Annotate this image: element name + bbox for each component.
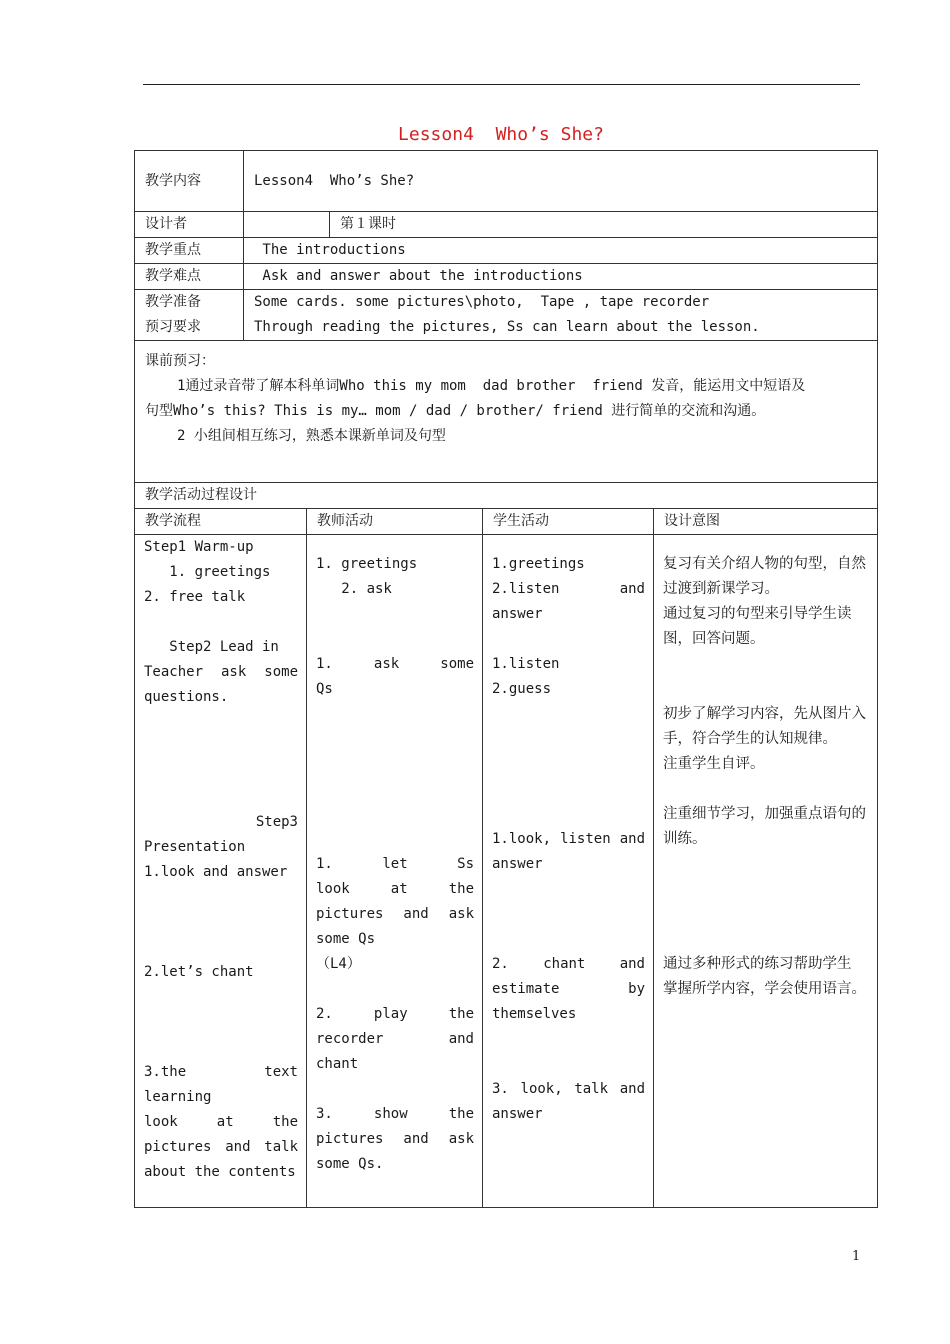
- student-cell: [483, 535, 654, 1208]
- teacher-line: some Qs: [316, 931, 376, 947]
- prep-label-cell: [135, 290, 244, 341]
- teacher-line: （L4）: [316, 956, 361, 972]
- flow-line: about the contents: [144, 1164, 296, 1180]
- student-line: answer: [492, 606, 543, 622]
- flow-line: Step1 Warm-up: [144, 539, 254, 555]
- intent-line: 图，回答问题。: [663, 631, 765, 647]
- content-label-cell: [135, 151, 244, 212]
- preview-item-2: 2 小组间相互练习，熟悉本课新单词及句型: [177, 428, 446, 444]
- intent-line: 注重细节学习，加强重点语句的: [663, 806, 866, 822]
- content-value-cell: [244, 151, 878, 212]
- student-line: estimate by: [492, 981, 645, 997]
- preview-item-1-line-2: 句型Who’s this? This is my… mom / dad / brother/ friend 进行简单的交流和沟通。: [145, 403, 766, 419]
- flow-line: Step2 Lead in: [144, 639, 279, 655]
- student-line: 2. chant and: [492, 956, 645, 972]
- key-value: The introductions: [254, 242, 406, 258]
- student-line: 2.listen and: [492, 581, 645, 597]
- preview-label: 预习要求: [145, 319, 201, 335]
- preview-value: Through reading the pictures, Ss can learn about the lesson.: [254, 319, 760, 335]
- teacher-line: 1. let Ss: [316, 856, 474, 872]
- teacher-line: some Qs.: [316, 1156, 384, 1172]
- teacher-line: 1. ask some: [316, 656, 474, 672]
- page-number: 1: [852, 1249, 861, 1264]
- flow-line: 1. greetings: [144, 564, 271, 580]
- flow-line: learning: [144, 1089, 212, 1105]
- header-flow: 教学流程: [145, 513, 201, 529]
- student-line: themselves: [492, 1006, 577, 1022]
- student-line: 1.greetings: [492, 556, 585, 572]
- period: 第１课时: [340, 216, 396, 232]
- student-line: 2.guess: [492, 681, 552, 697]
- intent-line: 通过复习的句型来引导学生读: [663, 606, 852, 622]
- designer-label-cell: [135, 212, 244, 238]
- intent-cell: [654, 535, 878, 1208]
- teacher-line: chant: [316, 1056, 359, 1072]
- process-heading: 教学活动过程设计: [145, 487, 257, 503]
- prep-value: Some cards. some pictures\photo, Tape , tape recorder: [254, 294, 710, 310]
- difficulty-label: 教学难点: [145, 268, 201, 284]
- key-label-cell: [135, 238, 244, 264]
- flow-line: Teacher ask some: [144, 664, 298, 680]
- intent-line: 初步了解学习内容，先从图片入: [663, 706, 866, 722]
- flow-line: Step3: [255, 814, 298, 830]
- teacher-line: 2. ask: [316, 581, 392, 597]
- key-label: 教学重点: [145, 242, 201, 258]
- difficulty-value: Ask and answer about the introductions: [254, 268, 583, 284]
- flow-line: 3.the text: [144, 1064, 298, 1080]
- prep-value-cell: [244, 290, 878, 341]
- teacher-line: Qs: [316, 681, 333, 697]
- designer-value: [244, 216, 254, 232]
- header-flow-cell: [135, 509, 307, 535]
- flow-cell: [135, 535, 307, 1208]
- prep-label: 教学准备: [145, 294, 201, 310]
- header-intent: 设计意图: [664, 513, 720, 529]
- flow-line: pictures and talk: [144, 1139, 298, 1155]
- content-label: 教学内容: [145, 172, 201, 189]
- lesson-plan-table: [134, 150, 878, 1208]
- intent-line: 手，符合学生的认知规律。: [663, 731, 837, 747]
- preview-heading: 课前预习：: [145, 353, 215, 369]
- teacher-cell: [307, 535, 483, 1208]
- student-line: answer: [492, 856, 543, 872]
- intent-line: 注重学生自评。: [663, 756, 765, 772]
- period-cell: [330, 212, 878, 238]
- designer-label: 设计者: [145, 216, 187, 232]
- preview-section: [135, 341, 878, 483]
- difficulty-value-cell: [244, 264, 878, 290]
- intent-line: 复习有关介绍人物的句型，自然: [663, 556, 866, 572]
- key-value-cell: [244, 238, 878, 264]
- preview-item-1-line-1: 1通过录音带了解本科单词Who this my mom dad brother friend 发音，能运用文中短语及: [177, 378, 806, 394]
- student-line: 1.listen: [492, 656, 560, 672]
- teacher-line: 2. play the: [316, 1006, 474, 1022]
- header-rule: [143, 84, 860, 85]
- designer-value-cell: [244, 212, 330, 238]
- page-title: Lesson4 Who’s She?: [398, 124, 604, 145]
- intent-line: 训练。: [663, 831, 707, 847]
- header-intent-cell: [654, 509, 878, 535]
- student-line: answer: [492, 1106, 543, 1122]
- teacher-line: recorder and: [316, 1031, 474, 1047]
- header-student-cell: [483, 509, 654, 535]
- header-teacher: 教师活动: [317, 513, 373, 529]
- teacher-line: pictures and ask: [316, 1131, 474, 1147]
- flow-line: 2.let’s chant: [144, 964, 254, 980]
- student-line: 1.look, listen and: [492, 831, 645, 847]
- process-heading-cell: [135, 483, 878, 509]
- flow-line: 2. free talk: [144, 589, 246, 605]
- teacher-line: pictures and ask: [316, 906, 474, 922]
- intent-line: 通过多种形式的练习帮助学生: [663, 956, 852, 972]
- teacher-line: 1. greetings: [316, 556, 418, 572]
- header-teacher-cell: [307, 509, 483, 535]
- flow-line: questions.: [144, 689, 229, 705]
- flow-line: look at the: [144, 1114, 298, 1130]
- header-student: 学生活动: [493, 513, 549, 529]
- intent-line: 过渡到新课学习。: [663, 581, 779, 597]
- flow-line: 1.look and answer: [144, 864, 288, 880]
- student-line: 3. look, talk and: [492, 1081, 645, 1097]
- intent-line: 掌握所学内容，学会使用语言。: [663, 981, 866, 997]
- difficulty-label-cell: [135, 264, 244, 290]
- content-value: Lesson4 Who’s She?: [254, 172, 415, 189]
- flow-line: Presentation: [144, 839, 246, 855]
- teacher-line: look at the: [316, 881, 474, 897]
- teacher-line: 3. show the: [316, 1106, 474, 1122]
